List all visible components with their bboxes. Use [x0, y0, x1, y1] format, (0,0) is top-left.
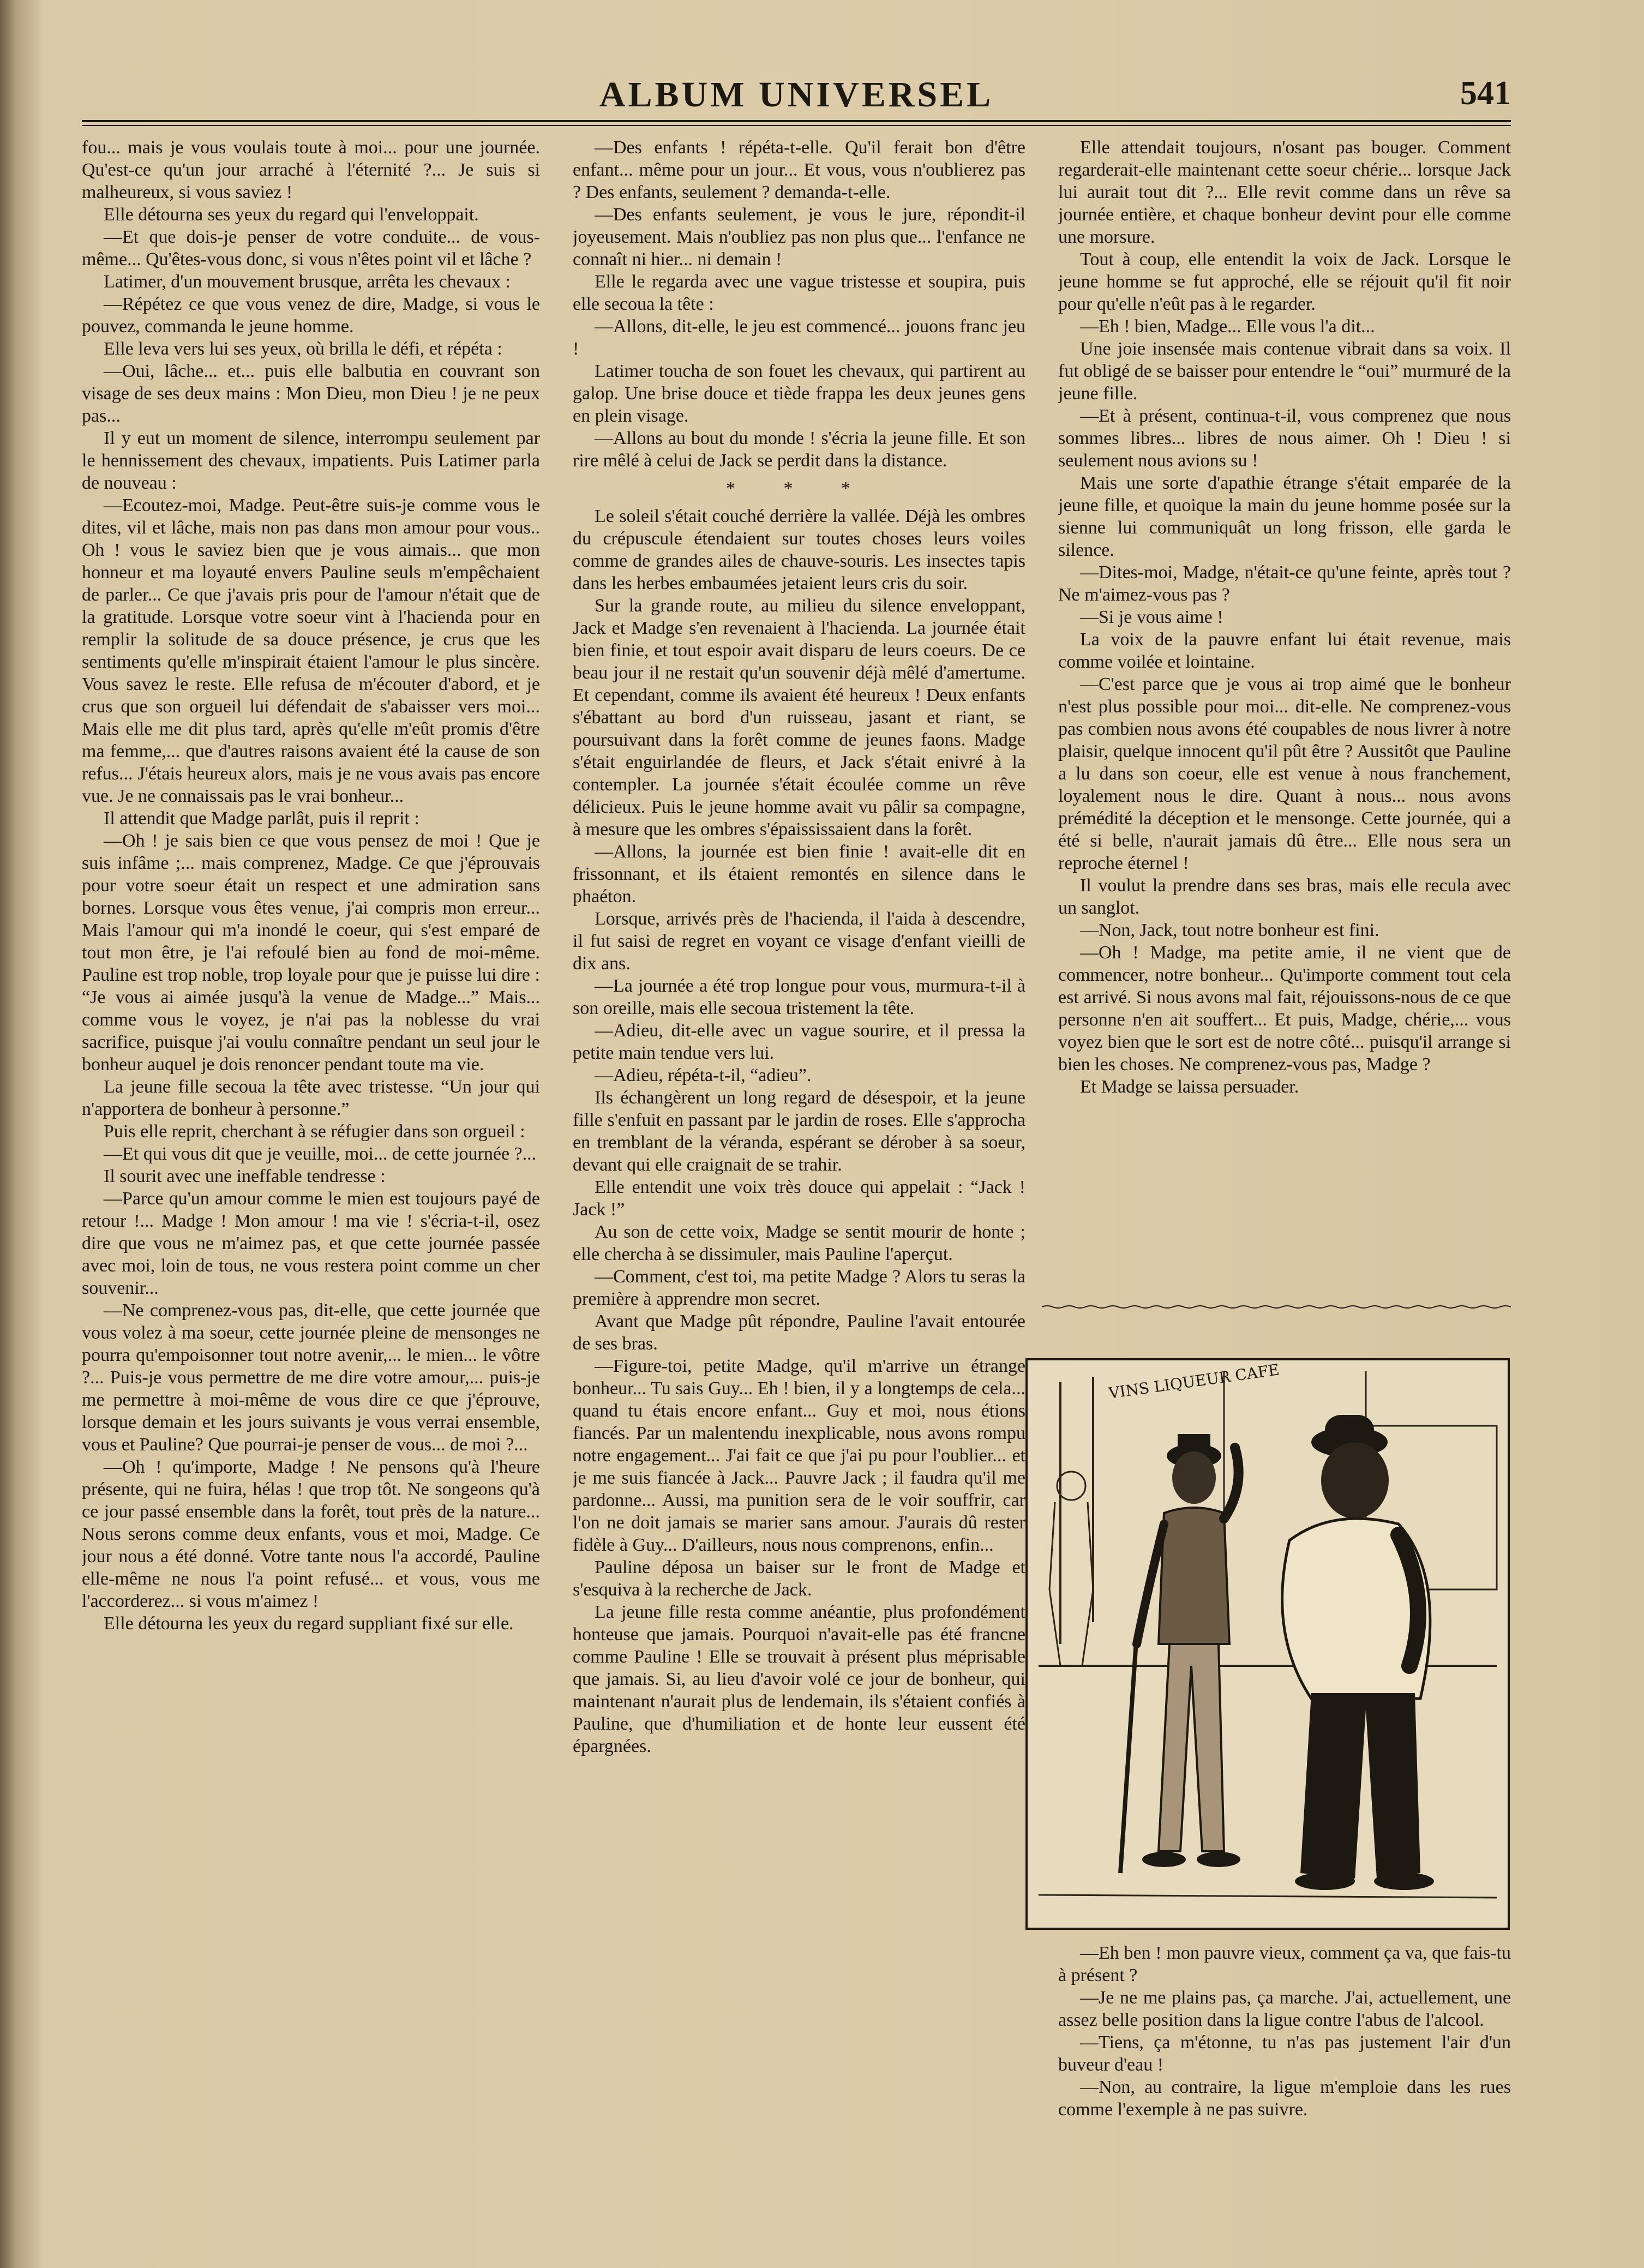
paragraph: —Des enfants ! répéta-t-elle. Qu'il ferait bon d'être enfant... même pour un jour... Et vous, vous n'oublierez pas ? Des enfants, seulement ? demanda-t-elle.	[573, 137, 1025, 202]
paragraph: Tout à coup, elle entendit la voix de Jack. Lorsque le jeune homme se fut approché, elle se réjouit qu'il fit noir pour qu'elle n'eût pas à le regarder.	[1058, 249, 1511, 314]
paragraph: fou... mais je vous voulais toute à moi... pour une journée. Qu'est-ce qu'un jour arraché à l'éternité ?... Je suis si malheureux, si vous saviez !	[82, 137, 540, 202]
paragraph: —Allons au bout du monde ! s'écria la jeune fille. Et son rire mêlé à celui de Jack se perdit dans la distance.	[573, 428, 1025, 471]
paragraph: Avant que Madge pût répondre, Pauline l'avait entourée de ses bras.	[573, 1311, 1025, 1354]
paragraph: Elle le regarda avec une vague tristesse et soupira, puis elle secoua la tête :	[573, 272, 1025, 314]
paragraph: Pauline déposa un baiser sur le front de Madge et s'esquiva à la recherche de Jack.	[573, 1557, 1025, 1600]
paragraph: —Adieu, dit-elle avec un vague sourire, et il pressa la petite main tendue vers lui.	[573, 1021, 1025, 1063]
caption-line: —Non, au contraire, la ligue m'emploie dans les rues comme l'exemple à ne pas suivre.	[1058, 2077, 1511, 2120]
paragraph: Elle détourna ses yeux du regard qui l'enveloppait.	[104, 205, 479, 225]
paragraph: Mais une sorte d'apathie étrange s'était emparée de la jeune fille, et quoique la main du jeune homme posée sur la sienne lui communiquât un long frisson, elle garda le silence.	[1058, 473, 1511, 560]
paragraph: —Et qui vous dit que je veuille, moi... de cette journée ?...	[104, 1144, 537, 1164]
paragraph: Latimer, d'un mouvement brusque, arrêta les chevaux :	[104, 272, 511, 292]
paragraph: Une joie insensée mais contenue vibrait dans sa voix. Il fut obligé de se baisser pour entendre le “oui” murmuré de la jeune fille.	[1058, 339, 1511, 404]
paragraph: —Comment, c'est toi, ma petite Madge ? Alors tu seras la première à apprendre mon secret.	[573, 1267, 1025, 1309]
paragraph: —Allons, dit-elle, le jeu est commencé... jouons franc jeu !	[573, 316, 1025, 359]
page-header	[82, 71, 1511, 131]
page-number: 541	[1460, 75, 1511, 112]
paragraph: —Figure-toi, petite Madge, qu'il m'arrive un étrange bonheur... Tu sais Guy... Eh ! bien, il y a longtemps de cela... quand tu étais encore enfant... Guy et moi, nous étions fiancés. Par un malentendu inexplicable, nous avons rompu notre engagement... J'ai fait ce que j'ai pu pour l'oublier... et je me suis fiancée à Jack... Pauvre Jack ; il faudra qu'il me pardonne... Aussi, ma punition sera de le voir souffrir, car l'on ne doit jamais se marier sans amour. J'aurais dû rester fidèle à Guy... D'ailleurs, nous nous comprenons, enfin...	[573, 1356, 1025, 1555]
paragraph: Il attendit que Madge parlât, puis il reprit :	[104, 808, 419, 829]
wavy-divider	[1042, 1305, 1511, 1309]
header-rule	[82, 120, 1511, 126]
paragraph: —Oh ! je sais bien ce que vous pensez de moi ! Que je suis infâme ;... mais comprenez, Madge. Ce que j'éprouvais pour votre soeur était un respect et une admiration sans bornes. Lorsque vous êtes venue, j'ai compris mon erreur... Mais l'amour qui m'a inondé le coeur, qui s'est emparé de tout mon être, je l'ai refoulé bien au fond de moi-même. Pauline est trop noble, trop loyale pour que je puisse lui dire : “Je vous ai aimée jusqu'à la venue de Madge...” Mais... comme vous le voyez, je n'ai pas la noblesse du vrai sacrifice, puisque j'ai voulu connaître pendant un seul jour le bonheur auquel je dois renoncer pendant toute ma vie.	[82, 831, 540, 1075]
paragraph: —Oh ! Madge, ma petite amie, il ne vient que de commencer, notre bonheur... Qu'importe comment tout cela est arrivé. Si nous avons mal fait, réjouissons-nous de ce que personne n'en ait souffert... Et puis, Madge, chérie,... vous voyez bien que le sort est de notre côté... puisqu'il arrange si bien les choses. Ne comprenez-vous pas, Madge ?	[1058, 943, 1511, 1075]
caption-line: —Eh ben ! mon pauvre vieux, comment ça va, que fais-tu à présent ?	[1058, 1943, 1511, 1985]
paragraph: Il y eut un moment de silence, interrompu seulement par le hennissement des chevaux, impatients. Puis Latimer parla de nouveau :	[82, 428, 540, 493]
paragraph: —Ecoutez-moi, Madge. Peut-être suis-je comme vous le dites, vil et lâche, mais non pas dans mon amour pour vous.. Oh ! vous le saviez bien que je vous aimais... que mon honneur et ma loyauté envers Pauline seuls m'empêchaient de parler... Ce que j'avais pris pour de l'amour n'était que de la gratitude. Lorsque votre soeur vint à l'hacienda pour en remplir la solitude de sa douce présence, je crus que les sentiments qu'elle m'inspirait étaient l'amour le plus sincère. Vous savez le reste. Elle refusa de m'écouter d'abord, et je crus que son orgueil lui défendait de s'abaisser vers moi... Mais elle me dit plus tard, après qu'elle m'eût promis d'être ma femme,... que d'autres raisons avaient été la cause de son refus... J'étais heureux alors, mais je ne vous avais pas encore vue. Je ne connaissais pas le vrai bonheur...	[82, 495, 540, 806]
paragraph: Elle leva vers lui ses yeux, où brilla le défi, et répéta :	[104, 339, 502, 359]
paragraph: —Eh ! bien, Madge... Elle vous l'a dit...	[1080, 316, 1375, 337]
paragraph: Elle attendait toujours, n'osant pas bouger. Comment regarderait-elle maintenant cette soeur chérie... lorsque Jack lui aurait tout dit ?... Elle revit comme dans un rêve sa journée entière, et chaque bonheur devint pour elle comme une morsure.	[1058, 137, 1511, 247]
caption-line: —Tiens, ça m'étonne, tu n'as pas justement l'air d'un buveur d'eau !	[1058, 2032, 1511, 2075]
cartoon-caption	[1058, 1942, 1511, 2160]
paragraph: Lorsque, arrivés près de l'hacienda, il l'aida à descendre, il fut saisi de regret en voyant ce visage d'enfant vieilli de dix ans.	[573, 909, 1025, 974]
paragraph: Au son de cette voix, Madge se sentit mourir de honte ; elle chercha à se dissimuler, mais Pauline l'aperçut.	[573, 1222, 1025, 1264]
paragraph: Il sourit avec une ineffable tendresse :	[104, 1166, 386, 1186]
shop-sign: VINS LIQUEUR CAFE	[1107, 1360, 1281, 1402]
paragraph: —C'est parce que je vous ai trop aimé que le bonheur n'est plus possible pour moi... dit-elle. Ne comprenez-vous pas combien nous avons été coupables de nous livrer à notre plaisir, quelque innocent qu'il pût être ? Aussitôt que Pauline a lu dans son coeur, elle est venue à nous franchement, loyalement nous le dire. Quant à nous... nous avons prémédité la déception et le mensonge. Cette journée, qui a été si belle, n'aurait jamais dû être... Elle nous sera un reproche éternel !	[1058, 674, 1511, 873]
cartoon-drawing	[1028, 1360, 1508, 1928]
paragraph: La voix de la pauvre enfant lui était revenue, mais comme voilée et lointaine.	[1058, 629, 1511, 672]
paragraph: Elle détourna les yeux du regard suppliant fixé sur elle.	[104, 1613, 514, 1634]
paragraph: —La journée a été trop longue pour vous, murmura-t-il à son oreille, mais elle secoua tristement la tête.	[573, 976, 1025, 1018]
paragraph: —Oui, lâche... et... puis elle balbutia en couvrant son visage de ses deux mains : Mon Dieu, mon Dieu ! je ne peux pas...	[82, 361, 540, 426]
paragraph: La jeune fille secoua la tête avec tristesse. “Un jour qui n'apportera de bonheur à personne.”	[82, 1077, 540, 1119]
paragraph: —Et que dois-je penser de votre conduite... de vous-même... Qu'êtes-vous donc, si vous n'êtes point vil et lâche ?	[82, 227, 540, 269]
column-3	[1058, 136, 1511, 1298]
paragraph: Latimer toucha de son fouet les chevaux, qui partirent au galop. Une brise douce et tiède frappa les deux jeunes gens en plein visage.	[573, 361, 1025, 426]
paragraph: —Et à présent, continua-t-il, vous comprenez que nous sommes libres... libres de nous aimer. Oh ! Dieu ! si seulement nous avions su !	[1058, 406, 1511, 471]
paragraph: —Parce qu'un amour comme le mien est toujours payé de retour !... Madge ! Mon amour ! ma vie ! s'écria-t-il, osez dire que vous ne m'aimez pas, et que cette journée passée avec moi, loin de tous, ne vous restera point comme un cher souvenir...	[82, 1189, 540, 1298]
paragraph: —Adieu, répéta-t-il, “adieu”.	[595, 1065, 812, 1085]
paragraph: La jeune fille resta comme anéantie, plus profondément honteuse que jamais. Pourquoi n'avait-elle pas été francne comme Pauline ! Elle se trouvait à présent plus méprisable que jamais. Si, au lieu d'avoir volé ce jour de bonheur, qui maintenant n'aurait plus de lendemain, ils s'étaient confiés à Pauline, que d'humiliation et de honte leur eussent été épargnées.	[573, 1602, 1025, 1756]
paragraph: —Oh ! qu'importe, Madge ! Ne pensons qu'à l'heure présente, qui ne fuira, hélas ! que trop tôt. Ne songeons qu'à ce jour passé ensemble dans la forêt, tout près de la nature... Nous serons comme deux enfants, vous et moi, Madge. Ce jour nous a été donné. Votre tante nous l'a accordé, Pauline elle-même ne nous l'a point refusé... et vous, vous me l'accorderez... si vous m'aimez !	[82, 1457, 540, 1611]
publication-title: ALBUM UNIVERSEL	[599, 75, 994, 115]
paragraph: Le soleil s'était couché derrière la vallée. Déjà les ombres du crépuscule étendaient sur toutes choses leurs voiles comme de grandes ailes de chauve-souris. Les insectes tapis dans les herbes embaumées jetaient leurs cris du soir.	[573, 506, 1025, 593]
paragraph: Puis elle reprit, cherchant à se réfugier dans son orgueil :	[104, 1121, 525, 1142]
paragraph: Et Madge se laissa persuader.	[1080, 1077, 1299, 1097]
cartoon-illustration	[1025, 1358, 1510, 1930]
column-1	[82, 136, 540, 2144]
column-2	[573, 136, 1025, 2144]
paragraph: —Ne comprenez-vous pas, dit-elle, que cette journée que vous volez à ma soeur, cette journée pleine de mensonges ne pourra qu'empoisonner tout notre avenir,... le mien... le vôtre ?... Puis-je vous permettre de me dire votre amour,... puis-je me permettre à moi-même de vous dire ce que j'éprouve, lorsque demain et les jours suivants je vous verrai ensemble, vous et Pauline? Que pourrai-je penser de vous... de moi ?...	[82, 1300, 540, 1455]
paragraph: Elle entendit une voix très douce qui appelait : “Jack ! Jack !”	[573, 1177, 1025, 1220]
paragraph: Il voulut la prendre dans ses bras, mais elle recula avec un sanglot.	[1058, 875, 1511, 918]
caption-line: —Je ne me plains pas, ça marche. J'ai, actuellement, une assez belle position dans la ligue contre l'abus de l'alcool.	[1058, 1988, 1511, 2030]
paragraph: Sur la grande route, au milieu du silence enveloppant, Jack et Madge s'en revenaient à l'hacienda. La journée était bien finie, et tout espoir avait disparu de leurs coeurs. De ce beau jour il ne restait qu'un souvenir déjà mêlé d'amertume. Et cependant, comme ils avaient été heureux ! Deux enfants s'ébattant au bord d'un ruisseau, jasant et riant, se poursuivant dans la forêt comme de jeunes faons. Madge s'était enguirlandée de fleurs, et Jack s'était enivré à la contempler. La journée s'était écoulée comme un rêve délicieux. Puis le jeune homme avait vu pâlir sa compagne, à mesure que les ombres s'épaississaient dans la forêt.	[573, 596, 1025, 839]
paragraph: —Allons, la journée est bien finie ! avait-elle dit en frissonnant, et ils étaient remontés en silence dans le phaéton.	[573, 842, 1025, 907]
paragraph: —Répétez ce que vous venez de dire, Madge, si vous le pouvez, commanda le jeune homme.	[82, 294, 540, 337]
paragraph: Ils échangèrent un long regard de désespoir, et la jeune fille s'enfuit en passant par le jardin de roses. Elle s'approcha en tremblant de la véranda, espérant se dérober à sa soeur, devant qui elle craignait de se trahir.	[573, 1088, 1025, 1175]
paragraph: —Des enfants seulement, je vous le jure, répondit-il joyeusement. Mais n'oubliez pas non plus que... l'enfance ne connaît ni hier... ni demain !	[573, 205, 1025, 269]
section-break: * * *	[726, 478, 872, 499]
paragraph: —Dites-moi, Madge, n'était-ce qu'une feinte, après tout ? Ne m'aimez-vous pas ?	[1058, 562, 1511, 605]
paragraph: —Non, Jack, tout notre bonheur est fini.	[1080, 920, 1379, 940]
paragraph: —Si je vous aime !	[1080, 607, 1223, 627]
